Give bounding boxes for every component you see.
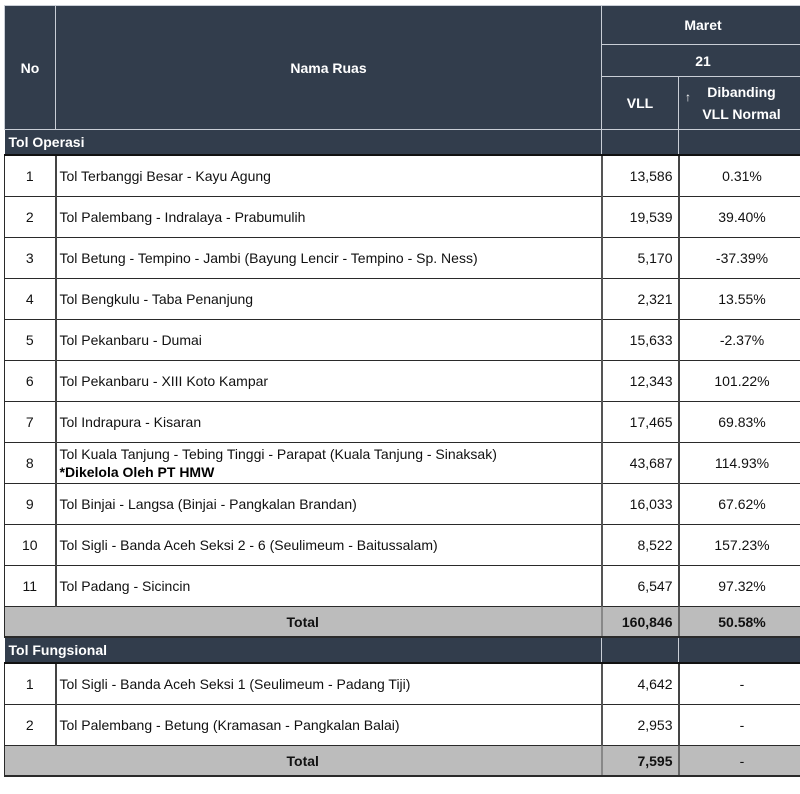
row-number: 5 bbox=[5, 320, 56, 361]
compare-percent: 157.23% bbox=[679, 525, 800, 566]
row-number: 8 bbox=[5, 443, 56, 484]
row-number: 1 bbox=[5, 155, 56, 197]
table-row bbox=[5, 238, 800, 279]
row-number: 7 bbox=[5, 402, 56, 443]
table-row bbox=[5, 663, 800, 705]
table-body bbox=[5, 130, 800, 777]
row-number: 4 bbox=[5, 279, 56, 320]
vll-value: 5,170 bbox=[602, 238, 679, 279]
row-number: 9 bbox=[5, 484, 56, 525]
compare-percent: - bbox=[679, 705, 800, 746]
road-name bbox=[56, 566, 602, 607]
operator-note: *Dikelola Oleh PT HMW bbox=[59, 464, 215, 480]
table-header bbox=[5, 6, 800, 130]
compare-percent: 114.93% bbox=[679, 443, 800, 484]
row-number: 2 bbox=[5, 705, 56, 746]
compare-percent: - bbox=[679, 663, 800, 705]
vll-value: 12,343 bbox=[602, 361, 679, 402]
road-name-text: Tol Bengkulu - Taba Penanjung bbox=[59, 291, 254, 307]
row-number: 1 bbox=[5, 663, 56, 705]
road-name bbox=[56, 484, 602, 525]
road-name bbox=[56, 402, 602, 443]
road-name-text: Tol Binjai - Langsa (Binjai - Pangkalan Brandan) bbox=[59, 496, 357, 512]
header-vll: VLL bbox=[602, 77, 679, 130]
vll-value: 2,321 bbox=[602, 279, 679, 320]
header-compare bbox=[679, 77, 800, 130]
compare-percent: 67.62% bbox=[679, 484, 800, 525]
row-number: 3 bbox=[5, 238, 56, 279]
table-row bbox=[5, 705, 800, 746]
total-vll: 160,846 bbox=[602, 607, 679, 638]
table-row bbox=[5, 155, 800, 197]
total-label: Total bbox=[5, 746, 602, 777]
road-name-text: Tol Betung - Tempino - Jambi (Bayung Lencir - Tempino - Sp. Ness) bbox=[59, 250, 478, 266]
road-name-text: Tol Sigli - Banda Aceh Seksi 2 - 6 (Seulimeum - Baitussalam) bbox=[59, 537, 438, 553]
arrow-up-icon: ↑ bbox=[685, 90, 691, 104]
row-number: 2 bbox=[5, 197, 56, 238]
road-name bbox=[56, 238, 602, 279]
total-percent: - bbox=[679, 746, 800, 777]
section-pct-blank bbox=[679, 130, 800, 156]
road-name bbox=[56, 320, 602, 361]
row-number: 11 bbox=[5, 566, 56, 607]
road-name-text: Tol Kuala Tanjung - Tebing Tinggi - Parapat (Kuala Tanjung - Sinaksak) bbox=[59, 446, 497, 462]
section-title: Tol Fungsional bbox=[5, 637, 602, 663]
vll-value: 15,633 bbox=[602, 320, 679, 361]
total-vll: 7,595 bbox=[602, 746, 679, 777]
road-name-text: Tol Palembang - Betung (Kramasan - Pangkalan Balai) bbox=[59, 717, 400, 733]
vll-value: 43,687 bbox=[602, 443, 679, 484]
section-header bbox=[5, 130, 800, 156]
total-percent: 50.58% bbox=[679, 607, 800, 638]
road-name bbox=[56, 705, 602, 746]
header-nama-ruas: Nama Ruas bbox=[56, 6, 602, 130]
compare-percent: 69.83% bbox=[679, 402, 800, 443]
table-row bbox=[5, 566, 800, 607]
road-name-text: Tol Indrapura - Kisaran bbox=[59, 414, 202, 430]
compare-percent: 101.22% bbox=[679, 361, 800, 402]
vll-value: 19,539 bbox=[602, 197, 679, 238]
compare-percent: 97.32% bbox=[679, 566, 800, 607]
header-day: 21 bbox=[602, 45, 800, 77]
table-row bbox=[5, 484, 800, 525]
table-row bbox=[5, 320, 800, 361]
road-name-text: Tol Sigli - Banda Aceh Seksi 1 (Seulimeum - Padang Tiji) bbox=[59, 676, 411, 692]
table-row bbox=[5, 402, 800, 443]
vll-value: 16,033 bbox=[602, 484, 679, 525]
road-name bbox=[56, 361, 602, 402]
compare-percent: -2.37% bbox=[679, 320, 800, 361]
compare-percent: 39.40% bbox=[679, 197, 800, 238]
compare-percent: 13.55% bbox=[679, 279, 800, 320]
total-row bbox=[5, 607, 800, 638]
table-row bbox=[5, 361, 800, 402]
section-header bbox=[5, 637, 800, 663]
compare-percent: -37.39% bbox=[679, 238, 800, 279]
total-label: Total bbox=[5, 607, 602, 638]
road-name bbox=[56, 197, 602, 238]
header-no: No bbox=[5, 6, 56, 130]
section-vll-blank bbox=[602, 130, 679, 156]
road-name-text: Tol Padang - Sicincin bbox=[59, 578, 191, 594]
road-name bbox=[56, 443, 602, 484]
road-name-text: Tol Pekanbaru - Dumai bbox=[59, 332, 202, 348]
vll-value: 4,642 bbox=[602, 663, 679, 705]
road-name bbox=[56, 279, 602, 320]
table-row bbox=[5, 525, 800, 566]
header-month: Maret bbox=[602, 6, 800, 45]
road-name-text: Tol Pekanbaru - XIII Koto Kampar bbox=[59, 373, 269, 389]
table-row bbox=[5, 279, 800, 320]
vll-value: 8,522 bbox=[602, 525, 679, 566]
section-title: Tol Operasi bbox=[5, 130, 602, 156]
traffic-volume-table bbox=[4, 5, 800, 777]
road-name bbox=[56, 663, 602, 705]
road-name-text: Tol Palembang - Indralaya - Prabumulih bbox=[59, 209, 306, 225]
table-row bbox=[5, 197, 800, 238]
row-number: 6 bbox=[5, 361, 56, 402]
road-name-text: Tol Terbanggi Besar - Kayu Agung bbox=[59, 168, 271, 184]
table-row bbox=[5, 443, 800, 484]
section-pct-blank bbox=[679, 637, 800, 663]
vll-value: 17,465 bbox=[602, 402, 679, 443]
row-number: 10 bbox=[5, 525, 56, 566]
total-row bbox=[5, 746, 800, 777]
road-name bbox=[56, 155, 602, 197]
header-compare-line2: VLL Normal bbox=[702, 106, 781, 122]
road-name bbox=[56, 525, 602, 566]
vll-value: 2,953 bbox=[602, 705, 679, 746]
vll-value: 13,586 bbox=[602, 155, 679, 197]
compare-percent: 0.31% bbox=[679, 155, 800, 197]
vll-value: 6,547 bbox=[602, 566, 679, 607]
header-compare-line1: Dibanding bbox=[707, 84, 776, 100]
section-vll-blank bbox=[602, 637, 679, 663]
